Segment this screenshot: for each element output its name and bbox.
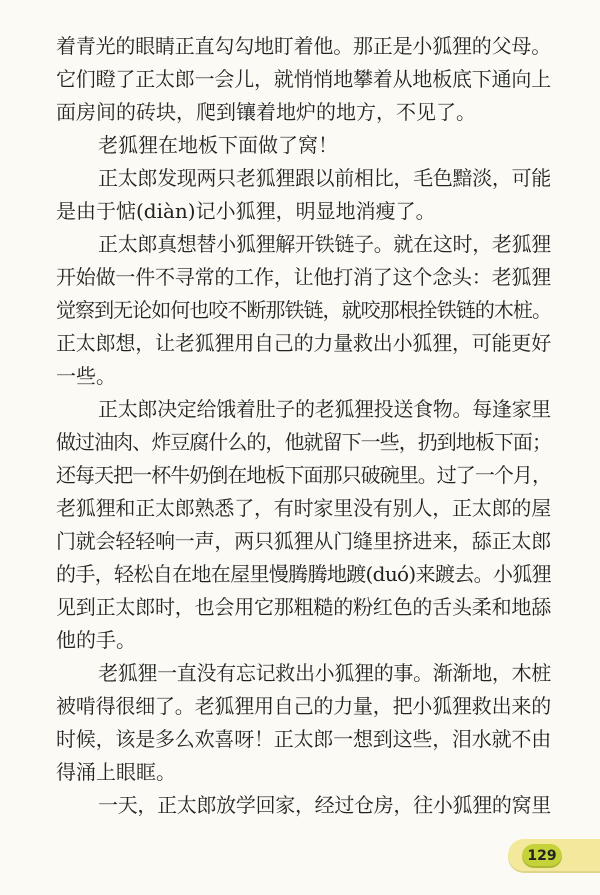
paragraph xyxy=(56,129,551,162)
text-line: 他的手。 xyxy=(56,628,136,652)
text-line: 时候，该是多么欢喜呀！正太郎一想到这些，泪水就不由 xyxy=(56,727,551,751)
text-line: 正太郎真想替小狐狸解开铁链子。就在这时，老狐狸 xyxy=(98,232,551,256)
text-line: 它们瞪了正太郎一会儿，就悄悄地攀着从地板底下通向上 xyxy=(56,67,551,91)
text-line: 着青光的眼睛正直勾勾地盯着他。那正是小狐狸的父母。 xyxy=(56,34,551,58)
text-line: 老狐狸在地板下面做了窝！ xyxy=(98,133,338,157)
text-line: 被啃得很细了。老狐狸用自己的力量，把小狐狸救出来的 xyxy=(56,694,551,718)
text-line: 做过油肉、炸豆腐什么的，他就留下一些，扔到地板下面； xyxy=(56,430,551,454)
body-text xyxy=(56,30,551,822)
paragraph xyxy=(56,162,551,228)
paragraph xyxy=(56,789,551,822)
text-line: 正太郎想，让老狐狸用自己的力量救出小狐狸，可能更好 xyxy=(56,331,551,355)
text-line: 一天，正太郎放学回家，经过仓房，往小狐狸的窝里 xyxy=(98,793,551,817)
text-line: 一些。 xyxy=(56,364,116,388)
text-line: 见到正太郎时，也会用它那粗糙的粉红色的舌头柔和地舔 xyxy=(56,595,551,619)
paragraph xyxy=(56,657,551,789)
text-line: 面房间的砖块，爬到镶着地炉的地方，不见了。 xyxy=(56,100,476,124)
text-line: 开始做一件不寻常的工作，让他打消了这个念头：老狐狸 xyxy=(56,265,551,289)
text-line: 还每天把一杯牛奶倒在地板下面那只破碗里。过了一个月， xyxy=(56,463,551,487)
paragraph xyxy=(56,228,551,393)
text-line: 的手，轻松自在地在屋里慢腾腾地踱(duó)来踱去。小狐狸 xyxy=(56,562,551,586)
text-line: 门就会轻轻响一声，两只狐狸从门缝里挤进来，舔正太郎 xyxy=(56,529,551,553)
text-line: 老狐狸和正太郎熟悉了，有时家里没有别人，正太郎的屋 xyxy=(56,496,551,520)
page-number-tab xyxy=(508,839,600,873)
text-line: 是由于惦(diàn)记小狐狸，明显地消瘦了。 xyxy=(56,199,436,223)
page-number: 129 xyxy=(522,844,562,868)
text-line: 老狐狸一直没有忘记救出小狐狸的事。渐渐地，木桩 xyxy=(98,661,551,685)
text-line: 正太郎决定给饿着肚子的老狐狸投送食物。每逢家里 xyxy=(98,397,551,421)
text-line: 得涌上眼眶。 xyxy=(56,760,176,784)
paragraph xyxy=(56,393,551,657)
paragraph xyxy=(56,30,551,129)
text-line: 觉察到无论如何也咬不断那铁链，就咬那根拴铁链的木桩。 xyxy=(56,298,551,322)
text-line: 正太郎发现两只老狐狸跟以前相比，毛色黯淡，可能 xyxy=(98,166,551,190)
